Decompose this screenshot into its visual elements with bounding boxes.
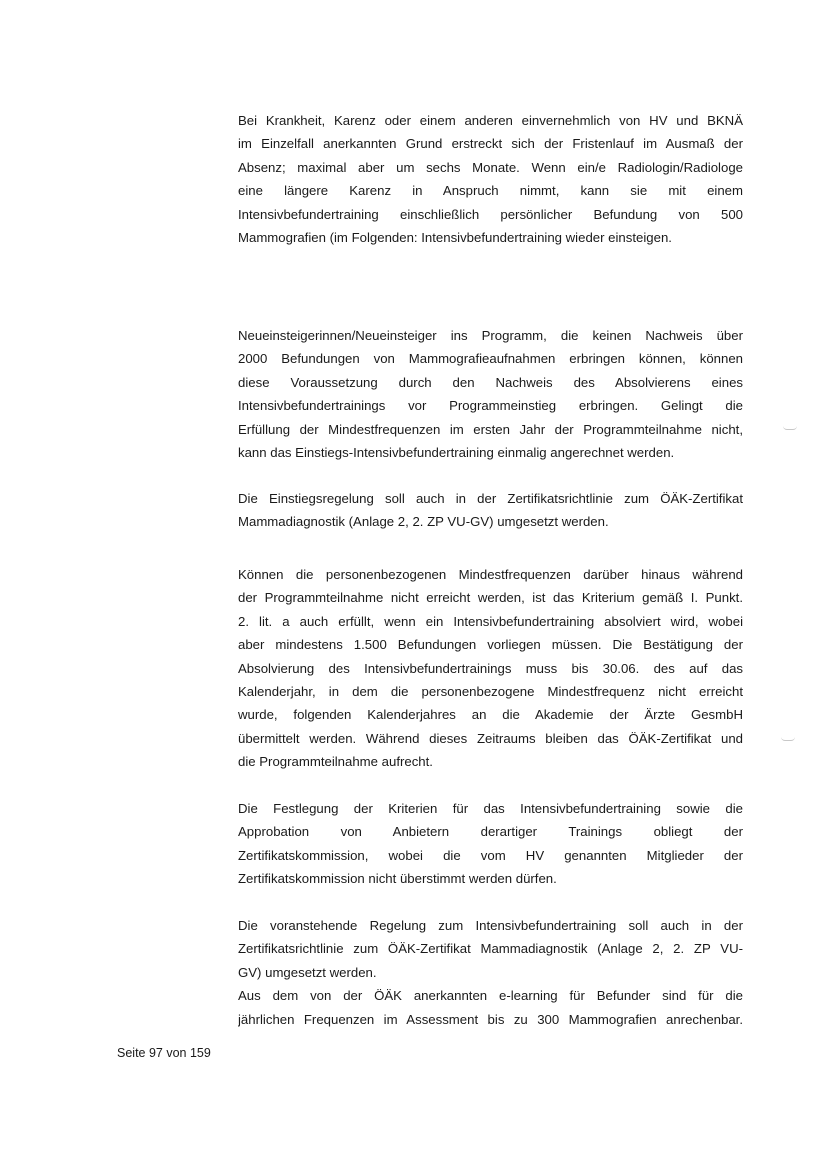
paragraph-karenz xyxy=(238,109,743,249)
text-line: Intensivbefundertrainings vor Programmeinstieg erbringen. Gelingt die xyxy=(238,398,743,414)
text-line: wurde, folgenden Kalenderjahres an die Akademie der Ärzte GesmbH xyxy=(238,707,743,723)
text-line: Die voranstehende Regelung zum Intensivbefundertraining soll auch in der xyxy=(238,918,743,933)
text-line: Absolvierung des Intensivbefundertrainings muss bis 30.06. des auf das xyxy=(238,660,743,676)
text-line: Aus dem von der ÖÄK anerkannten e-learning für Befunder sind für die xyxy=(238,988,743,1004)
paragraph-voranstehende-regelung xyxy=(238,914,743,1031)
text-line: 2000 Befundungen von Mammografieaufnahmen erbringen können, können xyxy=(238,351,743,367)
text-line: die Programmteilnahme aufrecht. xyxy=(238,754,433,770)
text-line: aber mindestens 1.500 Befundungen vorliegen müssen. Die Bestätigung der xyxy=(238,637,743,653)
text-line: Erfüllung der Mindestfrequenzen im ersten Jahr der Programmteilnahme nicht, xyxy=(238,421,743,437)
paragraph-neueinsteiger xyxy=(238,324,743,464)
text-line: Können die personenbezogenen Mindestfrequenzen darüber hinaus während xyxy=(238,567,743,582)
text-line: jährlichen Frequenzen im Assessment bis zu 300 Mammografien anrechenbar. xyxy=(238,1011,743,1027)
scan-artifact xyxy=(783,426,797,430)
text-line: Zertifikatskommission nicht überstimmt werden dürfen. xyxy=(238,871,557,887)
text-line: Mammografien (im Folgenden: Intensivbefundertraining wieder einsteigen. xyxy=(238,229,672,245)
text-line: im Einzelfall anerkannten Grund erstreckt sich der Fristenlauf im Ausmaß der xyxy=(238,136,743,152)
text-line: Approbation von Anbietern derartiger Trainings obliegt der xyxy=(238,824,743,840)
paragraph-mindestfrequenzen xyxy=(238,563,743,774)
text-line: Die Festlegung der Kriterien für das Intensivbefundertraining sowie die xyxy=(238,801,743,816)
paragraph-einstiegsregelung xyxy=(238,487,743,534)
text-line: Die Einstiegsregelung soll auch in der Zertifikatsrichtlinie zum ÖÄK-Zertifikat xyxy=(238,491,743,506)
text-line: Zertifikatskommission, wobei die vom HV genannten Mitglieder der xyxy=(238,847,743,863)
text-line: Intensivbefundertraining einschließlich persönlicher Befundung von 500 xyxy=(238,206,743,222)
text-line: Absenz; maximal aber um sechs Monate. Wenn ein/e Radiologin/Radiologe xyxy=(238,159,743,175)
paragraph-festlegung xyxy=(238,797,743,891)
text-line: diese Voraussetzung durch den Nachweis des Absolvierens eines xyxy=(238,374,743,390)
text-line: Neueinsteigerinnen/Neueinsteiger ins Programm, die keinen Nachweis über xyxy=(238,328,743,343)
text-line: übermittelt werden. Während dieses Zeitraums bleiben das ÖÄK-Zertifikat und xyxy=(238,730,743,746)
scan-artifact xyxy=(781,737,795,741)
text-line: Bei Krankheit, Karenz oder einem anderen einvernehmlich von HV und BKNÄ xyxy=(238,113,743,128)
text-line: kann das Einstiegs-Intensivbefundertraining einmalig angerechnet werden. xyxy=(238,444,675,460)
text-line: GV) umgesetzt werden. xyxy=(238,964,377,980)
text-line: der Programmteilnahme nicht erreicht werden, ist das Kriterium gemäß I. Punkt. xyxy=(238,590,743,606)
text-line: Kalenderjahr, in dem die personenbezogene Mindestfrequenz nicht erreicht xyxy=(238,683,743,699)
page-number: Seite 97 von 159 xyxy=(117,1046,211,1060)
text-line: eine längere Karenz in Anspruch nimmt, kann sie mit einem xyxy=(238,183,743,199)
text-line: Zertifikatsrichtlinie zum ÖÄK-Zertifikat Mammadiagnostik (Anlage 2, 2. ZP VU- xyxy=(238,941,743,957)
text-line: Mammadiagnostik (Anlage 2, 2. ZP VU-GV) umgesetzt werden. xyxy=(238,514,609,530)
text-line: 2. lit. a auch erfüllt, wenn ein Intensivbefundertraining absolviert wird, wobei xyxy=(238,613,743,629)
